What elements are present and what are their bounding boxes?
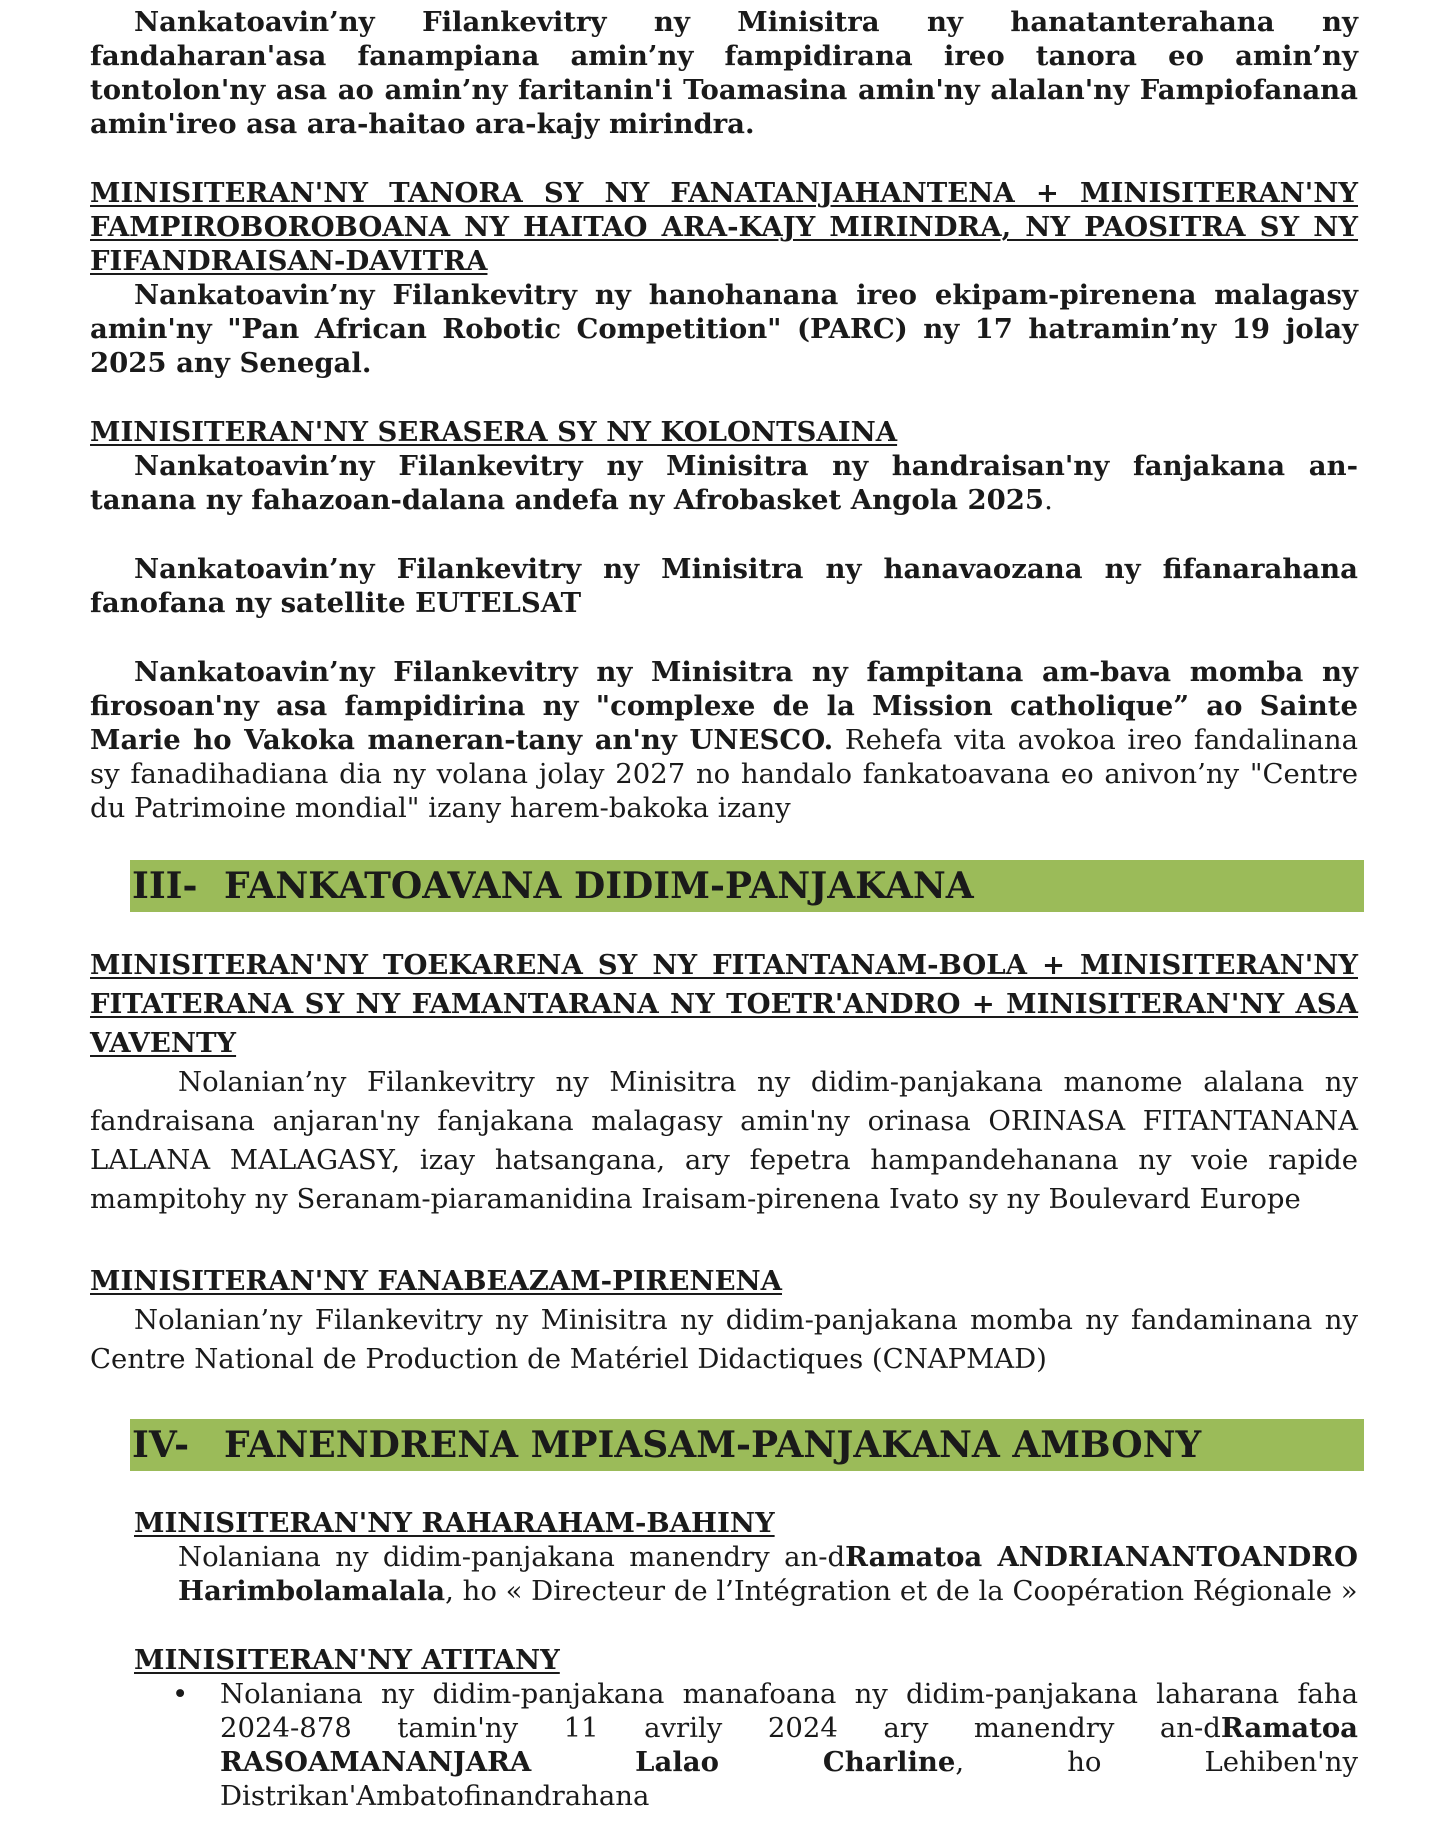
- appointment-paragraph: [134, 1540, 1358, 1608]
- section-title: FANENDRENA MPIASAM-PANJAKANA AMBONY: [224, 1424, 1202, 1466]
- appointee-name: Ramatoa RASOAMANANJARA Lalao Charline: [220, 1712, 1358, 1778]
- appointment-paragraph: [176, 1677, 1358, 1813]
- decision-text-normal: Rehefa vita avokoa ireo fandalinana sy fanadihadiana dia ny volana jolay 2027 no handalo fankatoavana eo anivon’ny "Centre du Patrimoine mondial" izany harem-bakoka izany: [90, 724, 1358, 824]
- ministry-heading: MINISITERAN'NY RAHARAHAM-BAHINY: [134, 1507, 775, 1539]
- ministry-youth-tech-block: [90, 176, 1358, 380]
- ministry-heading: MINISITERAN'NY ATITANY: [134, 1644, 560, 1676]
- ministry-communication-block: [90, 415, 1358, 517]
- ministry-interior-block: [134, 1643, 1358, 1677]
- decision-paragraph: Nankatoavin’ny Filankevitry ny Minisitra ny hanavaozana ny fifanarahana fanofana ny satellite EUTELSAT: [90, 553, 1358, 619]
- section-title: FANKATOAVANA DIDIM-PANJAKANA: [224, 865, 974, 907]
- decision-text-tail: .: [1044, 484, 1053, 516]
- ministry-heading: MINISITERAN'NY SERASERA SY NY KOLONTSAINA: [90, 416, 898, 448]
- ministry-foreign-affairs-block: [134, 1506, 1358, 1608]
- appointment-text: Nolaniana ny didim-panjakana manendry an-d: [178, 1541, 846, 1573]
- ministry-heading: MINISITERAN'NY FANABEAZAM-PIRENENA: [90, 1265, 782, 1297]
- decree-paragraph: Nolanian’ny Filankevitry ny Minisitra ny didim-panjakana manome alalana ny fandraisana anjaran'ny fanjakana malagasy amin'ny orinasa ORINASA FITANTANANA LALANA MALAGASY, izay hatsangana, ary fepetra hampandehanana ny voie rapide mampitohy ny Seranam-piaramanidina Iraisam-pirenena Ivato sy ny Boulevard Europe: [90, 1066, 1358, 1215]
- decision-paragraph: Nankatoavin’ny Filankevitry ny hanohanana ireo ekipam-pirenena malagasy amin'ny "Pan African Robotic Competition" (PARC) ny 17 hatramin’ny 19 jolay 2025 any Senegal.: [90, 279, 1358, 379]
- intro-block: [90, 5, 1358, 141]
- appointment-role: , ho « Directeur de l’Intégration et de la Coopération Régionale »: [445, 1575, 1358, 1607]
- ministry-heading: MINISITERAN'NY TANORA SY NY FANATANJAHANTENA + MINISITERAN'NY FAMPIROBOROBOANA NY HAITAO ARA-KAJY MIRINDRA, NY PAOSITRA SY NY FIFANDRAISAN-DAVITRA: [90, 177, 1358, 277]
- decision-paragraph: [90, 449, 1358, 517]
- decision-paragraph: [90, 655, 1358, 825]
- decree-paragraph: Nolanian’ny Filankevitry ny Minisitra ny didim-panjakana momba ny fandaminana ny Centre National de Production de Matériel Didactiques (CNAPMAD): [90, 1304, 1358, 1375]
- ministry-heading: MINISITERAN'NY TOEKARENA SY NY FITANTANAM-BOLA + MINISITERAN'NY FITATERANA SY NY FAMANTARANA NY TOETR'ANDRO + MINISITERAN'NY ASA VAVENTY: [90, 949, 1358, 1059]
- appointment-list-item: [172, 1677, 1358, 1813]
- intro-paragraph: Nankatoavin’ny Filankevitry ny Minisitra ny hanatanterahana ny fandaharan'asa fanampiana amin’ny fampidirana ireo tanora eo amin’ny tontolon'ny asa ao amin’ny faritanin'i Toamasina amin'ny alalan'ny Fampiofanana amin'ireo asa ara-haitao ara-kajy mirindra.: [90, 6, 1358, 140]
- appointee-name: Ramatoa ANDRIANANTOANDRO Harimbolamalala: [178, 1541, 1359, 1607]
- section-band-III: [130, 860, 1364, 912]
- ministry-economy-transport-block: [90, 946, 1358, 1219]
- unesco-block: [90, 655, 1358, 825]
- ministry-education-block: [90, 1262, 1358, 1379]
- section-number: III-: [132, 865, 198, 907]
- section-band-IV: [130, 1419, 1364, 1471]
- appointment-role: , ho Lehiben'ny Distrikan'Ambatofinandrahana: [220, 1746, 1358, 1812]
- decision-text-bold: Nankatoavin’ny Filankevitry ny Minisitra ny fampitana am-bava momba ny firosoan'ny asa fampidirina ny "complexe de la Mission catholique” ao Sainte Marie ho Vakoka maneran-tany an'ny UNESCO.: [90, 656, 1358, 756]
- section-number: IV-: [132, 1424, 190, 1466]
- eutelsat-block: [90, 552, 1358, 620]
- decision-text: Nankatoavin’ny Filankevitry ny Minisitra ny handraisan'ny fanjakana an-tanana ny fahazoan-dalana andefa ny Afrobasket Angola 2025: [90, 450, 1358, 516]
- appointment-text: Nolaniana ny didim-panjakana manafoana ny didim-panjakana laharana faha 2024-878 tamin'ny 11 avrily 2024 ary manendry an-d: [220, 1678, 1358, 1744]
- bullet-icon: •: [172, 1678, 189, 1710]
